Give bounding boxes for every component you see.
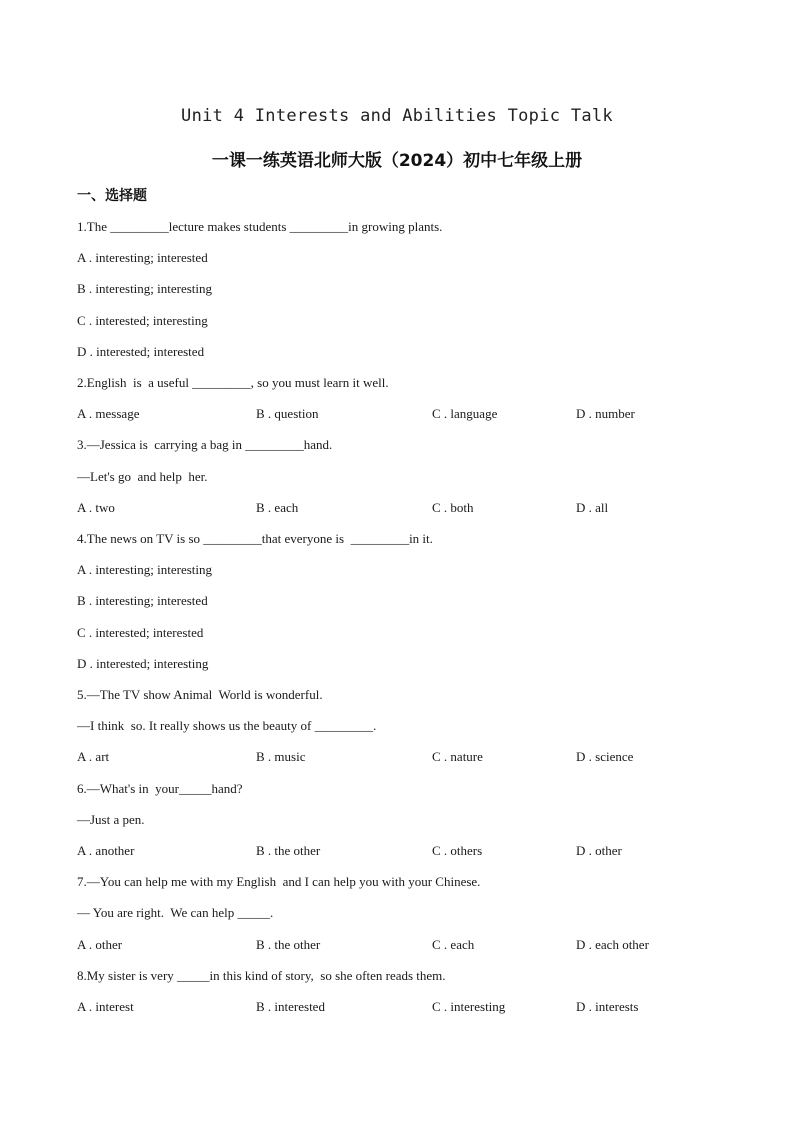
question-stem: 4.The news on TV is so _________that everyone is _________in it.	[77, 531, 433, 546]
answer-option[interactable]: A . art	[77, 749, 110, 764]
answer-option[interactable]: C . each	[432, 937, 475, 952]
question-dialogue-line: —I think so. It really shows us the beauty of _________.	[77, 718, 377, 733]
answer-option[interactable]: B . each	[256, 500, 299, 515]
question-stem: 2.English is a useful _________, so you must learn it well.	[77, 375, 389, 390]
answer-option[interactable]: D . other	[576, 843, 622, 858]
answer-option[interactable]: A . interesting; interesting	[77, 562, 213, 577]
answer-option[interactable]: B . interesting; interesting	[77, 281, 213, 296]
section-heading: 一、选择题	[77, 188, 147, 204]
question-stem: 6.—What's in your_____hand?	[77, 781, 243, 796]
answer-option[interactable]: A . interest	[77, 999, 134, 1014]
answer-option[interactable]: B . the other	[256, 843, 321, 858]
answer-option[interactable]: D . science	[576, 749, 634, 764]
answer-option[interactable]: D . interests	[576, 999, 639, 1014]
question-stem: 8.My sister is very _____in this kind of story, so she often reads them.	[77, 968, 446, 983]
answer-option[interactable]: D . each other	[576, 937, 649, 952]
answer-option[interactable]: C . both	[432, 500, 474, 515]
answer-option[interactable]: A . another	[77, 843, 135, 858]
answer-option[interactable]: A . interesting; interested	[77, 250, 208, 265]
answer-option[interactable]: D . interested; interesting	[77, 656, 209, 671]
answer-option[interactable]: C . interesting	[432, 999, 506, 1014]
question-stem: 5.—The TV show Animal World is wonderful.	[77, 687, 323, 702]
answer-option[interactable]: C . others	[432, 843, 483, 858]
answer-option[interactable]: A . other	[77, 937, 123, 952]
answer-option[interactable]: B . interesting; interested	[77, 593, 208, 608]
answer-option[interactable]: C . nature	[432, 749, 483, 764]
answer-option[interactable]: D . number	[576, 406, 635, 421]
answer-option[interactable]: D . all	[576, 500, 609, 515]
document-title-english: Unit 4 Interests and Abilities Topic Talk	[181, 106, 613, 126]
answer-option[interactable]: C . interested; interesting	[77, 313, 208, 328]
answer-option[interactable]: D . interested; interested	[77, 344, 205, 359]
question-stem: 3.—Jessica is carrying a bag in _________hand.	[77, 437, 333, 452]
answer-option[interactable]: C . interested; interested	[77, 625, 204, 640]
answer-option[interactable]: B . the other	[256, 937, 321, 952]
document-title-chinese: 一课一练英语北师大版（2024）初中七年级上册	[211, 151, 583, 171]
answer-option[interactable]: B . music	[256, 749, 306, 764]
answer-option[interactable]: B . question	[256, 406, 319, 421]
question-stem: 1.The _________lecture makes students _________in growing plants.	[77, 219, 443, 234]
answer-option[interactable]: C . language	[432, 406, 498, 421]
question-dialogue-line: —Let's go and help her.	[77, 469, 208, 484]
question-stem: 7.—You can help me with my English and I can help you with your Chinese.	[77, 874, 481, 889]
answer-option[interactable]: A . two	[77, 500, 115, 515]
answer-option[interactable]: A . message	[77, 406, 140, 421]
question-dialogue-line: —Just a pen.	[77, 812, 145, 827]
answer-option[interactable]: B . interested	[256, 999, 325, 1014]
question-dialogue-line: — You are right. We can help _____.	[77, 905, 274, 920]
